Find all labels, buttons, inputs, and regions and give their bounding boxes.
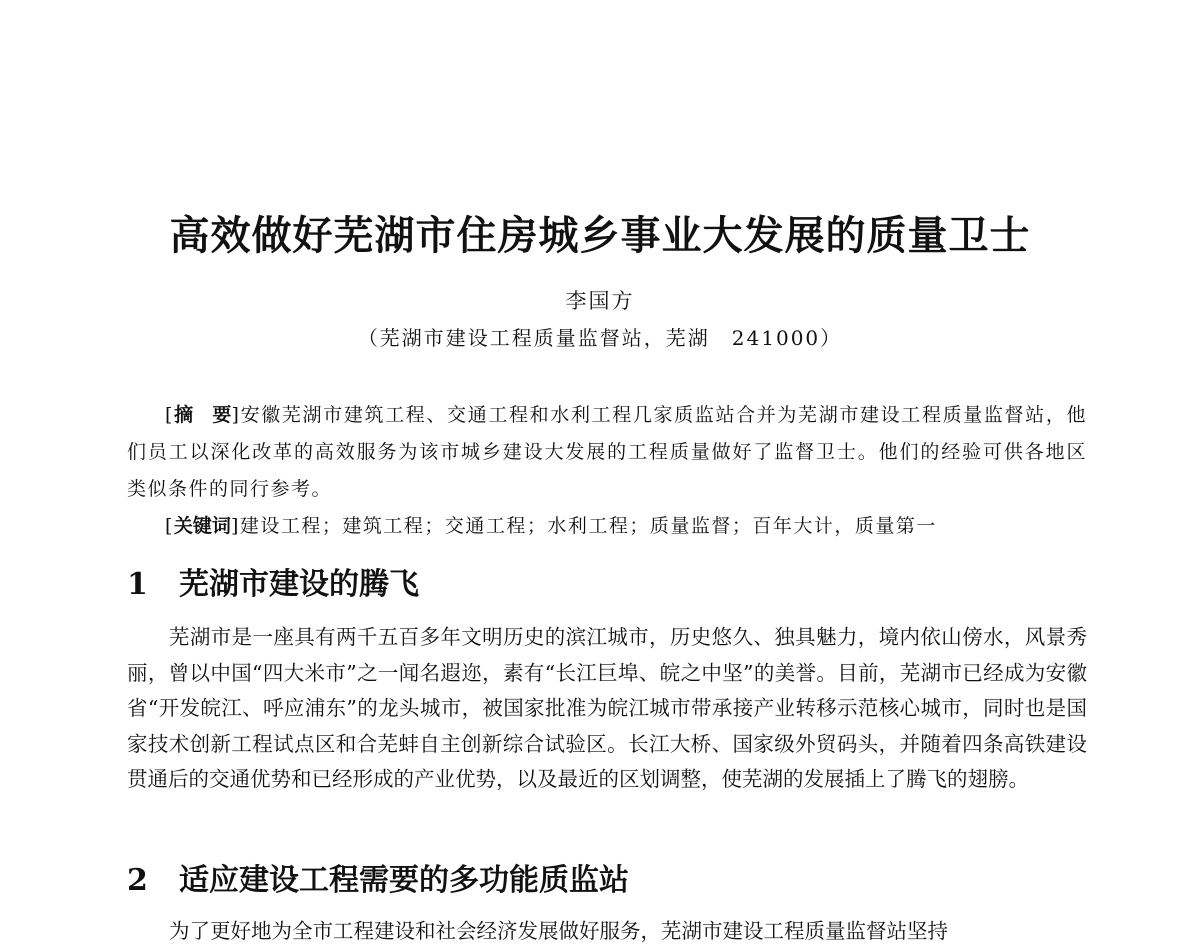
abstract-block (127, 397, 1087, 508)
abstract-bracket-open: [ (165, 404, 174, 426)
abstract-text: 安徽芜湖市建筑工程、交通工程和水利工程几家质监站合并为芜湖市建设工程质量监督站，他们员工以深化改革的高效服务为该市城乡建设大发展的工程质量做好了监督卫士。他们的经验可供各地区类似条件的同行参考。 (127, 404, 1087, 500)
article-title: 高效做好芜湖市住房城乡事业大发展的质量卫士 (169, 212, 1031, 259)
author-affiliation: （芜湖市建设工程质量监督站，芜湖 241000） (357, 326, 843, 350)
section-heading-1 (127, 563, 1087, 607)
section-title: 芜湖市建设的腾飞 (179, 567, 419, 602)
author-name: 李国方 (565, 289, 635, 313)
abstract-label: 摘 要 (173, 404, 232, 426)
section-heading-2 (127, 859, 1087, 903)
keywords-bracket-open: [ (165, 515, 174, 537)
keywords-block (127, 508, 1087, 545)
section-1-paragraph: 芜湖市是一座具有两千五百多年文明历史的滨江城市，历史悠久、独具魅力，境内依山傍水，风景秀丽，曾以中国“四大米市”之一闻名遐迩，素有“长江巨埠、皖之中坚”的美誉。目前，芜湖市已经成为安徽省“开发皖江、呼应浦东”的龙头城市，被国家批准为皖江城市带承接产业转移示范核心城市，同时也是国家技术创新工程试点区和合芜蚌自主创新综合试验区。长江大桥、国家级外贸码头，并随着四条高铁建设贯通后的交通优势和已经形成的产业优势，以及最近的区划调整，使芜湖的发展插上了腾飞的翅膀。 (127, 625, 1087, 791)
section-number: 1 (127, 567, 148, 602)
keywords-text: 建设工程；建筑工程；交通工程；水利工程；质量监督；百年大计，质量第一 (239, 515, 937, 537)
section-title: 适应建设工程需要的多功能质监站 (179, 863, 629, 898)
section-2-paragraph: 为了更好地为全市工程建设和社会经济发展做好服务，芜湖市建设工程质量监督站坚持 (169, 919, 948, 943)
keywords-label: 关键词 (173, 515, 231, 537)
abstract-bracket-close: ] (231, 404, 241, 426)
keywords-bracket-close: ] (230, 515, 240, 537)
section-number: 2 (127, 863, 148, 898)
